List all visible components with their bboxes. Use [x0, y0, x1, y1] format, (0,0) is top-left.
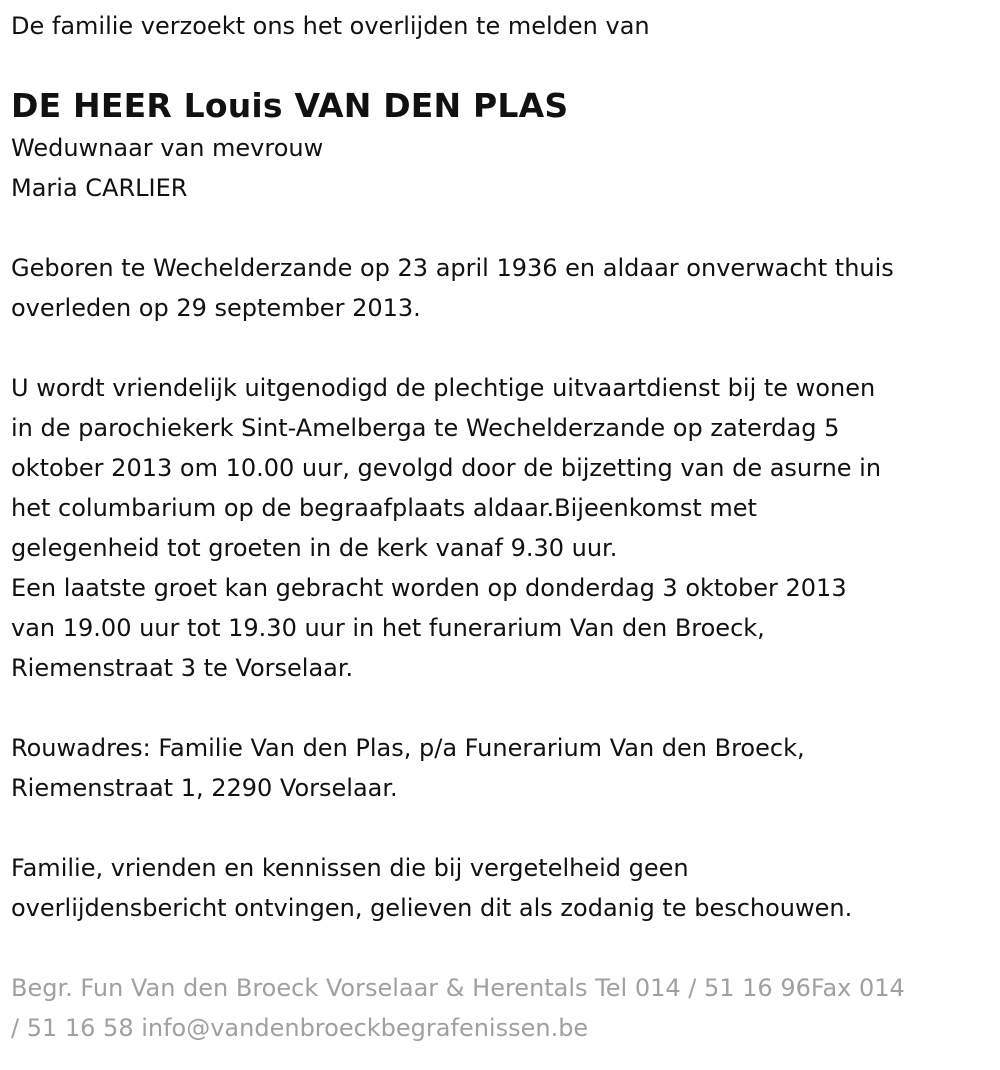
service-line: gelegenheid tot groeten in de kerk vanaf 9.30 uur. — [11, 534, 618, 562]
spacer — [11, 688, 988, 728]
spacer — [11, 928, 988, 968]
deceased-name: DE HEER Louis VAN DEN PLAS — [11, 86, 569, 125]
service-line: in de parochiekerk Sint-Amelberga te Wechelderzande op zaterdag 5 — [11, 414, 840, 442]
address-line-2: Riemenstraat 1, 2290 Vorselaar. — [11, 774, 398, 802]
footer-line-2: / 51 16 58 info@vandenbroeckbegrafenissen.be — [11, 1014, 589, 1042]
service-line: van 19.00 uur tot 19.30 uur in het funerarium Van den Broeck, — [11, 614, 765, 642]
relation-line-2: Maria CARLIER — [11, 174, 188, 202]
notice-line-1: Familie, vrienden en kennissen die bij vergetelheid geen — [11, 854, 689, 882]
spacer — [11, 208, 988, 248]
address-line-1: Rouwadres: Familie Van den Plas, p/a Funerarium Van den Broeck, — [11, 734, 805, 762]
service-paragraph — [11, 368, 988, 688]
spacer — [11, 328, 988, 368]
intro-text: De familie verzoekt ons het overlijden te melden van — [11, 12, 650, 40]
footer-line-1: Begr. Fun Van den Broeck Vorselaar & Herentals Tel 014 / 51 16 96Fax 014 — [11, 974, 905, 1002]
birth-death-line-1: Geboren te Wechelderzande op 23 april 1936 en aldaar onverwacht thuis — [11, 254, 894, 282]
service-line: Riemenstraat 3 te Vorselaar. — [11, 654, 354, 682]
relation-line-1: Weduwnaar van mevrouw — [11, 134, 324, 162]
birth-death-line-2: overleden op 29 september 2013. — [11, 294, 421, 322]
service-line: Een laatste groet kan gebracht worden op donderdag 3 oktober 2013 — [11, 574, 847, 602]
service-line: oktober 2013 om 10.00 uur, gevolgd door de bijzetting van de asurne in — [11, 454, 882, 482]
spacer — [11, 808, 988, 848]
service-line: het columbarium op de begraafplaats aldaar.Bijeenkomst met — [11, 494, 757, 522]
notice-line-2: overlijdensbericht ontvingen, gelieven dit als zodanig te beschouwen. — [11, 894, 853, 922]
service-line: U wordt vriendelijk uitgenodigd de plechtige uitvaartdienst bij te wonen — [11, 374, 876, 402]
